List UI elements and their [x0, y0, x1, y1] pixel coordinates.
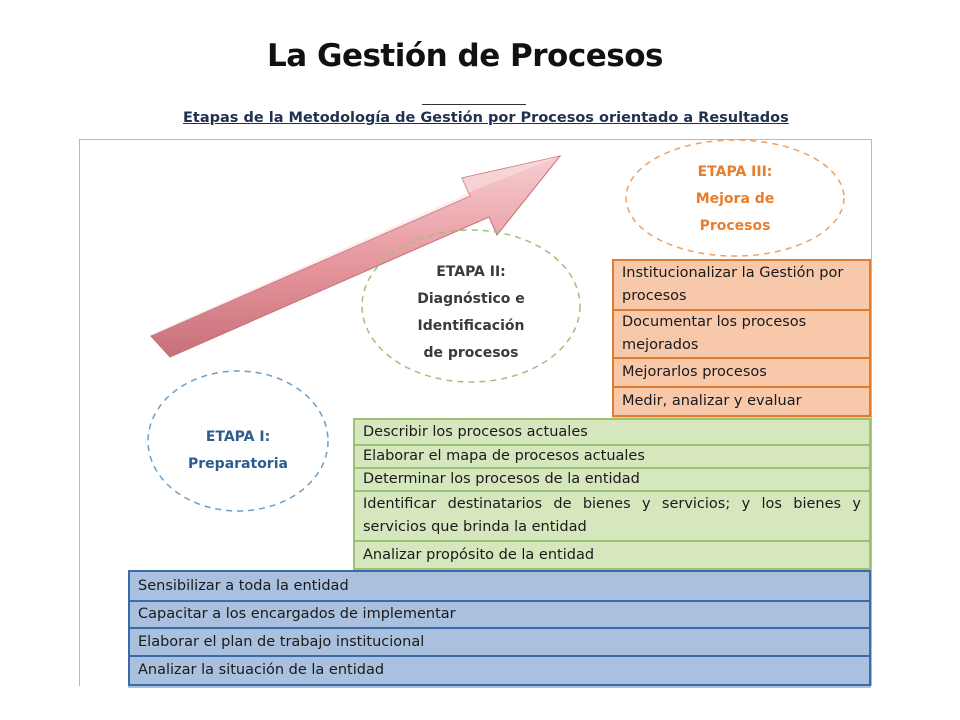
etapa2-activity: Identificar destinatarios de bienes y servicios; y los bienes y servicios que brinda la entidad	[353, 492, 871, 542]
etapa3-activity: Institucionalizar la Gestión por procesos	[612, 261, 871, 311]
etapa2-name-line3: de procesos	[423, 345, 519, 361]
etapa1-activity: Capacitar a los encargados de implementar	[128, 602, 871, 629]
etapa2-name-line1: Diagnóstico e	[417, 291, 525, 307]
etapa3-activity: Documentar los procesos mejorados	[612, 311, 871, 359]
etapa2-activity: Describir los procesos actuales	[353, 420, 871, 446]
etapa3-title: ETAPA III:	[697, 164, 773, 180]
etapa3-activities	[612, 259, 871, 419]
etapa1-activity: Analizar la situación de la entidad	[128, 657, 871, 686]
etapa2-activity: Analizar propósito de la entidad	[353, 542, 871, 570]
etapa1-activity: Sensibilizar a toda la entidad	[128, 572, 871, 602]
etapa2-name-line2: Identificación	[417, 318, 525, 334]
etapa1-label	[163, 424, 313, 478]
etapa2-label	[398, 259, 544, 367]
etapa2-activity: Determinar los procesos de la entidad	[353, 469, 871, 492]
diagram-subtitle: Etapas de la Metodología de Gestión por Procesos orientado a Resultados	[183, 110, 789, 126]
etapa1-title: ETAPA I:	[205, 429, 271, 445]
etapa2-activities	[353, 418, 871, 572]
page-title: La Gestión de Procesos	[267, 38, 663, 74]
etapa2-title: ETAPA II:	[436, 264, 506, 280]
etapa1-activities	[128, 570, 871, 688]
etapa1-name: Preparatoria	[188, 456, 288, 472]
etapa3-name-line1: Mejora de	[695, 191, 775, 207]
etapa3-label	[660, 159, 810, 240]
etapa2-activity: Elaborar el mapa de procesos actuales	[353, 446, 871, 469]
etapa3-name-line2: Procesos	[699, 218, 771, 234]
etapa3-activity: Mejorarlos procesos	[612, 359, 871, 388]
etapa1-activity: Elaborar el plan de trabajo institucional	[128, 629, 871, 657]
etapa3-activity: Medir, analizar y evaluar	[612, 388, 871, 417]
